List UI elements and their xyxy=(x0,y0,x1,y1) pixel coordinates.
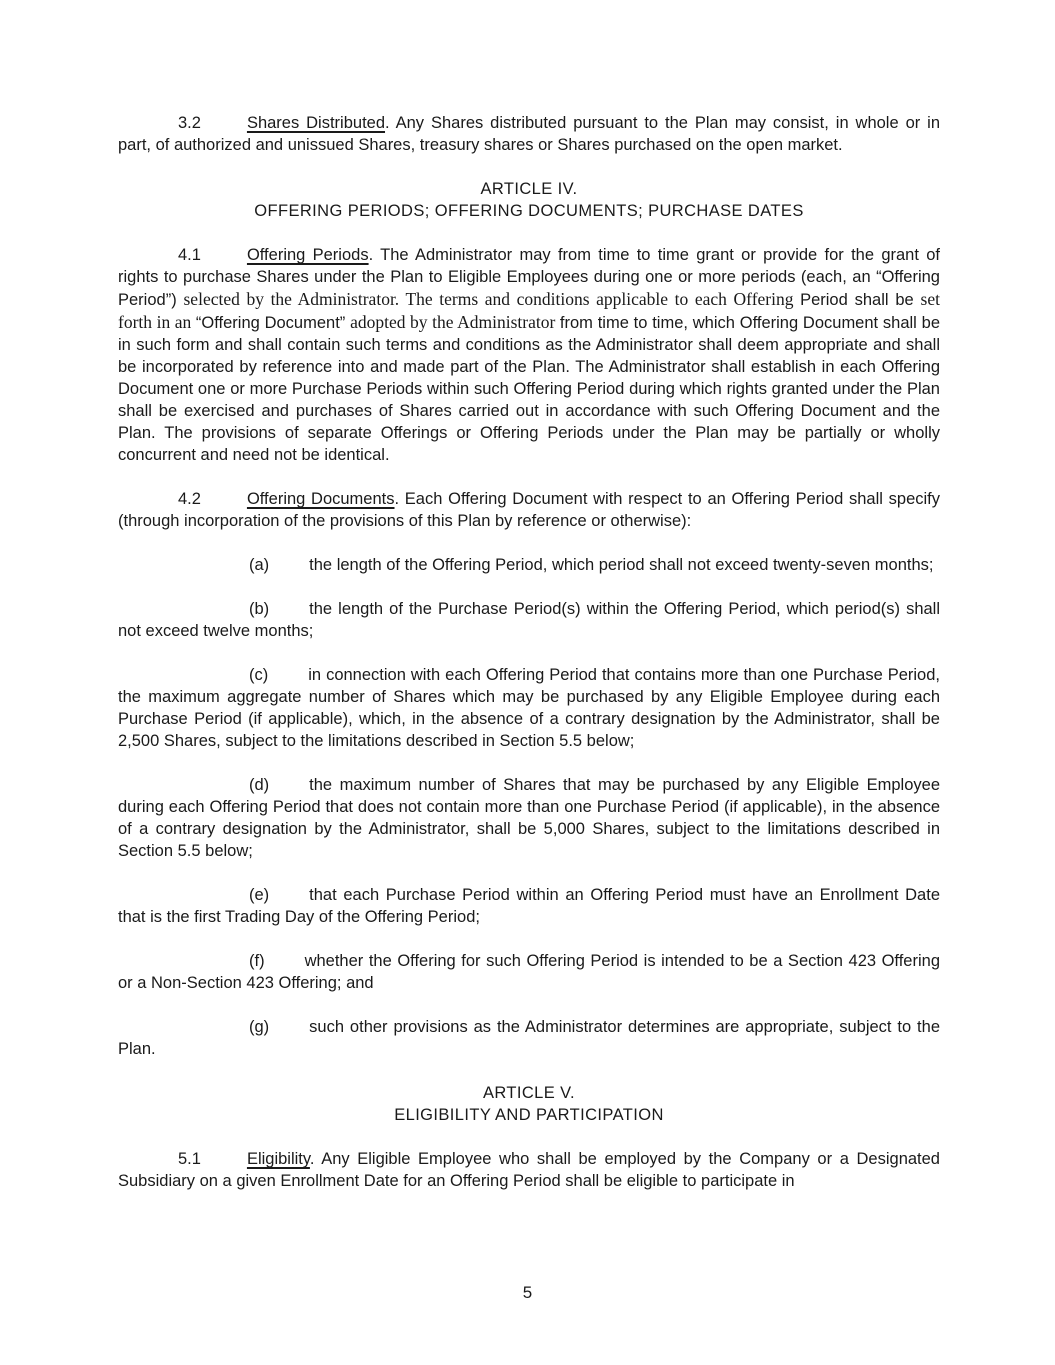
text-run: whether the Offering for such Offering Period is intended to be a Section 423 Offering or a Non-Section 423 Offering; and xyxy=(118,952,940,992)
subitem-paragraph xyxy=(118,554,940,576)
text-run: set forth in an xyxy=(118,289,940,332)
subitem-paragraph xyxy=(118,884,940,928)
text-run: . Any Eligible Employee who shall be employed by the Company or a Designated Subsidiary on a given Enrollment Date for an Offering Period shall be eligible to participate in xyxy=(118,1150,940,1190)
text-run: the length of the Purchase Period(s) within the Offering Period, which period(s) shall not exceed twelve months; xyxy=(118,600,940,640)
section-number: 4.2 xyxy=(178,490,201,508)
section-paragraph xyxy=(118,1148,940,1192)
text-run: such other provisions as the Administrator determines are appropriate, subject to the Plan. xyxy=(118,1018,940,1058)
text-run: Offering Documents xyxy=(246,490,395,508)
heading-line: ELIGIBILITY AND PARTICIPATION xyxy=(394,1106,664,1124)
text-run: selected by the Administrator. The terms and conditions applicable to each Offering xyxy=(183,289,801,309)
page-number: 5 xyxy=(522,1283,533,1302)
subitem-paragraph xyxy=(118,774,940,862)
text-run: . Each Offering Document with respect to an Offering Period shall specify (through incorporation of the provisions of this Plan by reference or otherwise): xyxy=(118,490,941,530)
text-run: that each Purchase Period within an Offering Period must have an Enrollment Date that is the first Trading Day of the Offering Period; xyxy=(118,886,940,926)
document-body xyxy=(118,112,940,1214)
text-run: . Any Shares distributed pursuant to the Plan may consist, in whole or in part, of authorized and unissued Shares, treasury shares or Shares purchased on the open market. xyxy=(118,114,940,154)
text-run: “Offering Document” xyxy=(195,314,351,332)
text-run: Period shall be xyxy=(800,291,921,309)
subitem-label: (a) xyxy=(249,556,270,574)
text-run: . The Administrator may from time to time grant or provide for the grant of rights to purchase Shares under the Plan to Eligible Employees during one or more periods (each, an “Offering Period”) xyxy=(118,246,940,309)
article-heading xyxy=(118,178,940,222)
subitem-paragraph xyxy=(118,950,940,994)
article-heading xyxy=(118,1082,940,1126)
text-run: Offering Periods xyxy=(246,246,369,264)
text-run: Eligibility xyxy=(246,1150,310,1168)
subitem-label: (b) xyxy=(249,600,270,618)
subitem-label: (d) xyxy=(249,776,270,794)
section-number: 3.2 xyxy=(178,114,201,132)
text-run: the length of the Offering Period, which period shall not exceed twenty-seven months; xyxy=(309,556,934,574)
section-paragraph xyxy=(118,488,940,532)
section-paragraph xyxy=(118,112,940,156)
text-run: Shares Distributed xyxy=(246,114,386,132)
heading-line: ARTICLE V. xyxy=(482,1084,576,1102)
subitem-label: (c) xyxy=(249,666,269,684)
text-run: the maximum number of Shares that may be purchased by any Eligible Employee during each Offering Period that does not contain more than one Purchase Period (if applicable), in the absence of a contrary designation by the Administrator, shall be 5,000 Shares, subject to the limitations described in Section 5.5 below; xyxy=(118,776,940,860)
text-run: from time to time, which Offering Document shall be in such form and shall contain such terms and conditions as the Administrator shall deem appropriate and shall be incorporated by reference into and made part of the Plan. The Administrator shall establish in each Offering Document one or more Purchase Periods within such Offering Period during which rights granted under the Plan shall be exercised and purchases of Shares carried out in accordance with such Offering Document and the Plan. The provisions of separate Offerings or Offering Periods under the Plan may be partially or wholly concurrent and need not be identical. xyxy=(118,314,940,464)
text-run: in connection with each Offering Period that contains more than one Purchase Period, the maximum aggregate number of Shares which may be purchased by any Eligible Employee during each Purchase Period (if applicable), which, in the absence of a contrary designation by the Administrator, shall be 2,500 Shares, subject to the limitations described in Section 5.5 below; xyxy=(118,666,940,750)
subitem-paragraph xyxy=(118,1016,940,1060)
heading-line: ARTICLE IV. xyxy=(480,180,578,198)
heading-line: OFFERING PERIODS; OFFERING DOCUMENTS; PURCHASE DATES xyxy=(254,202,804,220)
subitem-label: (e) xyxy=(249,886,270,904)
subitem-paragraph xyxy=(118,598,940,642)
subitem-label: (f) xyxy=(249,952,265,970)
section-number: 5.1 xyxy=(178,1150,201,1168)
subitem-label: (g) xyxy=(249,1018,270,1036)
subitem-paragraph xyxy=(118,664,940,752)
section-paragraph xyxy=(118,244,940,466)
text-run: adopted by the Administrator xyxy=(350,312,560,332)
section-number: 4.1 xyxy=(178,246,201,264)
